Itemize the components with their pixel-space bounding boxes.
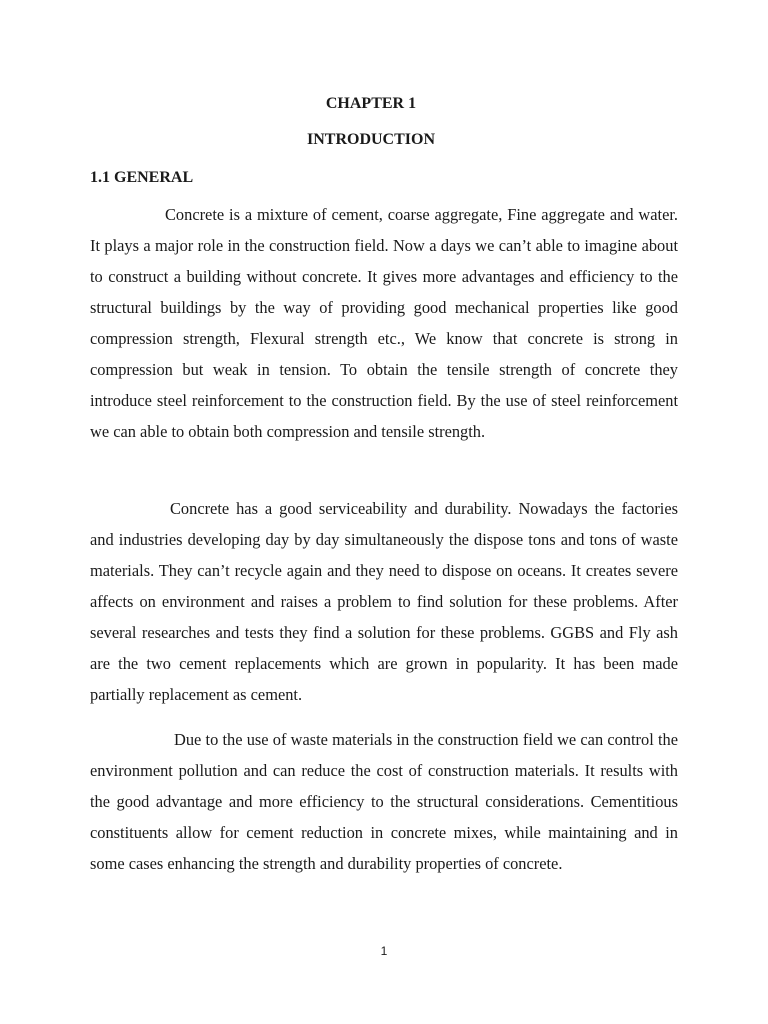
paragraph: Concrete is a mixture of cement, coarse aggregate, Fine aggregate and water. It plays a major role in the construction field. Now a days we can’t able to imagine about to construct a building without concrete. It gives more advantages and efficiency to the structural buildings by the way of providing good mechanical properties like good compression strength, Flexural strength etc., We know that concrete is strong in compression but weak in tension. To obtain the tensile strength of concrete they introduce steel reinforcement to the construction field. By the use of steel reinforcement we can able to obtain both compression and tensile strength. xyxy=(90,205,678,441)
page-number: 1 xyxy=(380,944,388,958)
chapter-label: CHAPTER 1 xyxy=(325,95,417,112)
paragraph: Concrete has a good serviceability and durability. Nowadays the factories and industries developing day by day simultaneously the dispose tons and tons of waste materials. They can’t recycle again and they need to dispose on oceans. It creates severe affects on environment and raises a problem to find solution for these problems. After several researches and tests they find a solution for these problems. GGBS and Fly ash are the two cement replacements which are grown in popularity. It has been made partially replacement as cement. xyxy=(90,499,678,704)
paragraph: Due to the use of waste materials in the construction field we can control the environment pollution and can reduce the cost of construction materials. It results with the good advantage and more efficiency to the structural considerations. Cementitious constituents allow for cement reduction in concrete mixes, while maintaining and in some cases enhancing the strength and durability properties of concrete. xyxy=(90,730,678,873)
section-heading: 1.1 GENERAL xyxy=(90,169,194,186)
chapter-title: INTRODUCTION xyxy=(306,131,435,148)
